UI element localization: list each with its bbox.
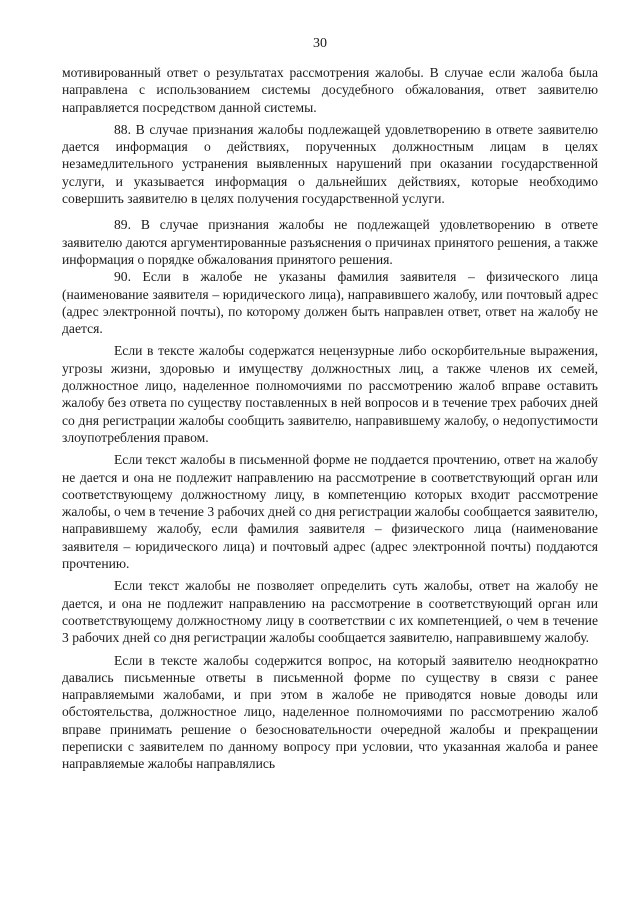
paragraph-repeated-question: Если в тексте жалобы содержится вопрос, на который заявителю неоднократно давались письменные ответы в письменной форме по существу в связи с ранее направляемыми жалобами, и при этом в жалобе не приводятся новые доводы или обстоятельства, должностное лицо, наделенное полномочиями по рассмотрению жалоб вправе принимать решение о безосновательности очередной жалобы и прекращении переписки с заявителем по данному вопросу при условии, что указанная жалоба и ранее направляемые жалобы направлялись [62, 652, 598, 772]
paragraph-obscene-language: Если в тексте жалобы содержатся нецензурные либо оскорбительные выражения, угрозы жизни, здоровью и имуществу должностных лиц, а также членов их семей, должностное лицо, наделенное полномочиями по рассмотрению жалоб вправе оставить жалобу без ответа по существу поставленных в ней вопросов и в течение трех рабочих дней со дня регистрации жалобы сообщить заявителю, направившему жалобу, о недопустимости злоупотребления правом. [62, 343, 598, 445]
paragraph-undefined-essence: Если текст жалобы не позволяет определить суть жалобы, ответ на жалобу не дается, и она не подлежит направлению на рассмотрение в соответствующий орган или соответствующему должностному лицу в соответствии с их компетенцией, о чем в течение 3 рабочих дней со дня регистрации жалобы сообщается заявителю, направившему жалобу. [62, 578, 598, 646]
page-number: 30 [313, 36, 327, 51]
paragraph-unreadable-text: Если текст жалобы в письменной форме не поддается прочтению, ответ на жалобу не дается и она не подлежит направлению на рассмотрение в соответствующий орган или соответствующему должностному лицу, в компетенцию которых входит рассмотрение жалобы, о чем в течение 3 рабочих дней со дня регистрации жалобы сообщается заявителю, направившему жалобу, если фамилия заявителя – физического лица (наименование заявителя – юридического лица) и почтовый адрес (адрес электронной почты) поддаются прочтению. [62, 452, 598, 572]
paragraph-90: 90. Если в жалобе не указаны фамилия заявителя – физического лица (наименование заявителя – юридического лица), направившего жалобу, или почтовый адрес (адрес электронной почты), по которому должен быть направлен ответ, ответ на жалобу не дается. [62, 269, 598, 337]
document-body [62, 64, 598, 773]
paragraph-89: 89. В случае признания жалобы не подлежащей удовлетворению в ответе заявителю даются аргументированные разъяснения о причинах принятого решения, а также информация о порядке обжалования принятого решения. [62, 217, 598, 267]
paragraph-88: 88. В случае признания жалобы подлежащей удовлетворению в ответе заявителю дается информация о действиях, порученных должностным лицам в целях незамедлительного устранения выявленных нарушений при оказании государственной услуги, и указывается информация о дальнейших действиях, которые необходимо совершить заявителю в целях получения государственной услуги. [62, 121, 598, 207]
paragraph-continuation: мотивированный ответ о результатах рассмотрения жалобы. В случае если жалоба была направлена с использованием системы досудебного обжалования, ответ заявителю направляется посредством данной системы. [62, 65, 598, 115]
